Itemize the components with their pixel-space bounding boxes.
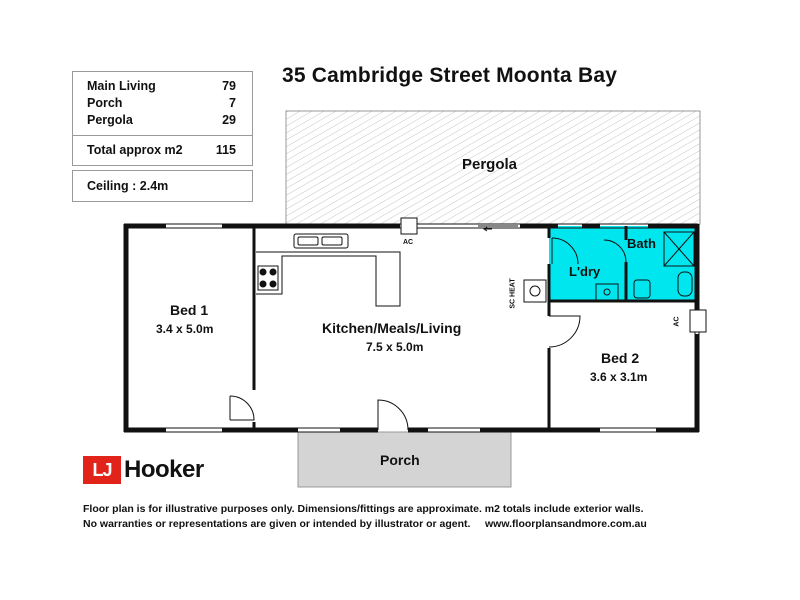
ac-label-right: AC bbox=[673, 316, 681, 327]
ac-unit-top bbox=[401, 218, 417, 234]
porch-label: Porch bbox=[380, 452, 420, 468]
kitchen-size: 7.5 x 5.0m bbox=[366, 340, 424, 354]
area-label-porch: Porch bbox=[87, 96, 123, 110]
sc-heat-label: SC HEAT bbox=[509, 278, 517, 309]
bed2-size: 3.6 x 3.1m bbox=[590, 370, 648, 384]
wet-areas bbox=[549, 226, 696, 300]
pergola-label: Pergola bbox=[462, 156, 518, 173]
ac-unit-right bbox=[690, 310, 706, 332]
disclaimer-line-1: Floor plan is for illustrative purposes only. Dimensions/fittings are approximate. m2 totals include exterior walls. bbox=[83, 503, 644, 515]
ac-label-top: AC bbox=[403, 239, 414, 246]
area-label-main-living: Main Living bbox=[87, 79, 156, 93]
area-value-pergola: 29 bbox=[222, 113, 236, 127]
area-label-pergola: Pergola bbox=[87, 113, 133, 127]
area-value-main-living: 79 bbox=[222, 79, 236, 93]
kitchen-sink bbox=[294, 234, 348, 248]
lj-logo-mark: LJ bbox=[83, 456, 121, 484]
laundry-label: L'dry bbox=[569, 264, 601, 279]
bed2-name: Bed 2 bbox=[601, 350, 640, 366]
disclaimer-line-2: No warranties or representations are given or intended by illustrator or agent. www.floorplansandmore.com.au bbox=[83, 518, 647, 530]
property-address-title: 35 Cambridge Street Moonta Bay bbox=[282, 64, 618, 87]
bed1-size: 3.4 x 5.0m bbox=[156, 322, 214, 336]
ceiling-height: Ceiling : 2.4m bbox=[87, 179, 169, 193]
area-total-label: Total approx m2 bbox=[87, 143, 183, 157]
area-value-porch: 7 bbox=[229, 96, 236, 110]
sc-heater bbox=[524, 280, 546, 302]
bath-label: Bath bbox=[627, 236, 656, 251]
area-total-value: 115 bbox=[215, 143, 236, 157]
kitchen-name: Kitchen/Meals/Living bbox=[322, 320, 462, 336]
laundry-floor bbox=[549, 226, 626, 300]
hooker-logo-text: Hooker bbox=[124, 456, 204, 483]
lj-hooker-logo bbox=[83, 456, 204, 484]
kitchen-bench bbox=[256, 234, 400, 306]
bed1-name: Bed 1 bbox=[170, 302, 209, 318]
